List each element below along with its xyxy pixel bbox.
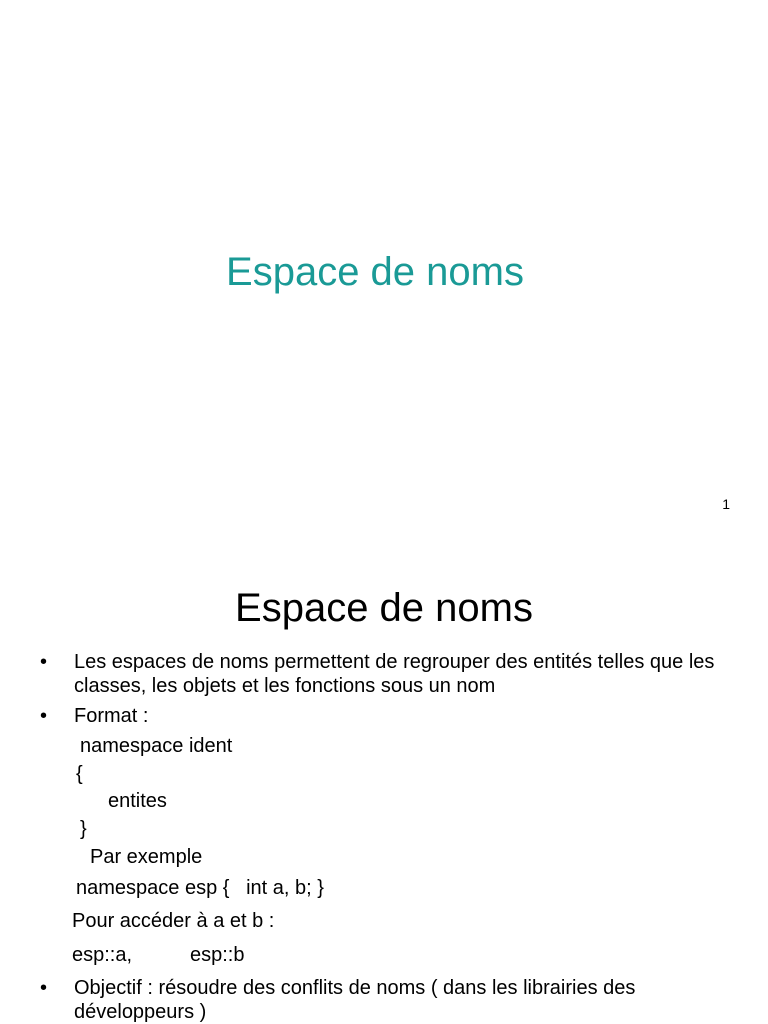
code-line: entites [108,790,167,812]
code-line: namespace ident [80,735,233,757]
code-line: namespace esp { int a, b; } [76,877,324,899]
bullet-dot: • [40,705,48,727]
code-line: esp::b [190,944,245,966]
bullet-dot: • [40,977,48,999]
code-line: esp::a, [72,944,133,966]
code-line: Par exemple [90,846,203,868]
slide-heading: Espace de noms [235,586,533,630]
code-line: Pour accéder à a et b : [72,910,275,932]
code-line: } [80,818,87,840]
slide-content [0,560,768,1024]
slide-title-heading: Espace de noms [226,250,524,294]
page-number: 1 [722,496,730,512]
bullet-dot: • [40,651,48,673]
code-line: { [76,763,83,785]
bullet-text: Format : [74,705,149,727]
bullet-text: Les espaces de noms permettent de regrouper des entités telles que les classes, les objets et les fonctions sous un nom [74,651,715,697]
bullet-text: Objectif : résoudre des conflits de noms ( dans les librairies des développeurs ) [74,977,636,1023]
